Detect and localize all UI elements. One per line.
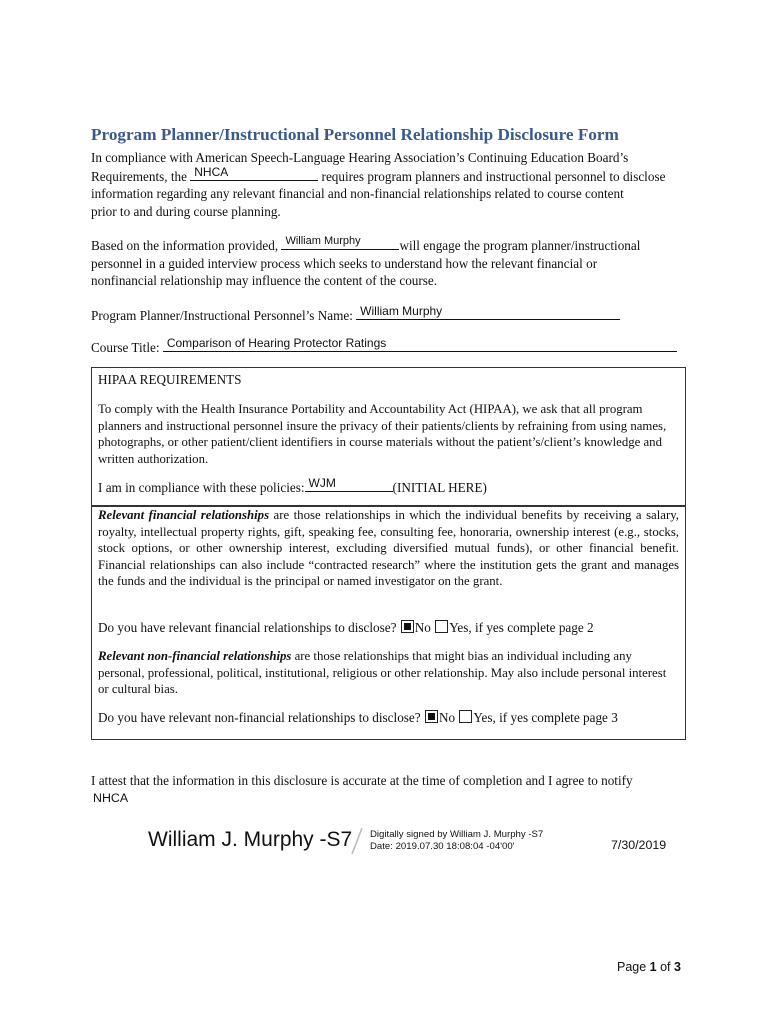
financial-no-checkbox[interactable]: [401, 620, 414, 633]
nonfinancial-yes-checkbox[interactable]: [459, 710, 472, 723]
hipaa-section: [91, 367, 686, 507]
financial-yes-checkbox[interactable]: [435, 620, 448, 633]
interviewer-name-field[interactable]: William Murphy: [281, 236, 399, 250]
nonfinancial-question-row: Do you have relevant non-financial relationships to disclose? No Yes, if yes complete page 3: [98, 710, 618, 725]
personnel-name-field[interactable]: William Murphy: [356, 306, 620, 320]
nonfinancial-definition: Relevant non-financial relationships are those relationships that might bias an individual including any personal, professional, political, institutional, religious or other relationship. May also include personal interest or cultural bias.: [98, 649, 667, 697]
digital-signature-details: [370, 829, 543, 853]
relationships-section: [91, 505, 686, 740]
signature-name[interactable]: William J. Murphy -S7: [148, 828, 353, 851]
course-title-field[interactable]: Comparison of Hearing Protector Ratings: [163, 338, 677, 352]
intro-line-3: information regarding any relevant financial and non-financial relationships related to course content: [91, 186, 624, 201]
intro-line-1: In compliance with American Speech-Language Hearing Association’s Continuing Education Board’s: [91, 150, 629, 165]
signature-date[interactable]: 7/30/2019: [611, 838, 667, 852]
signature-divider-icon: [350, 826, 364, 856]
page-number: Page 1 of 3: [617, 960, 681, 974]
financial-yes-label: Yes, if yes complete page 2: [449, 620, 594, 635]
intro-paragraph: [91, 149, 691, 220]
financial-question-row: Do you have relevant financial relationships to disclose? No Yes, if yes complete page 2: [98, 620, 594, 635]
intro-line-2: Requirements, the NHCA requires program planners and instructional personnel to disclose: [91, 164, 666, 184]
interview-line-2: personnel in a guided interview process which seeks to understand how the relevant financial or: [91, 255, 598, 271]
nonfinancial-no-checkbox[interactable]: [425, 710, 438, 723]
financial-definition: Relevant financial relationships are those relationships in which the individual benefits by receiving a salary, royalty, intellectual property rights, gift, speaking fee, consulting fee, honoraria, ownership interest (e.g., stocks, stock options, or other ownership interest, excluding diversified mutual funds), or other financial benefit. Financial relationships can also include “contracted research” where the institution gets the grant and manages the funds and the individual is the principal or named investigator on the grant.: [98, 508, 679, 589]
nonfinancial-yes-label: Yes, if yes complete page 3: [473, 710, 618, 725]
initials-field[interactable]: WJM: [305, 478, 393, 492]
organization-field[interactable]: NHCA: [190, 167, 318, 181]
nonfinancial-no-label: No: [438, 710, 456, 725]
digital-signature-line-1: Digitally signed by William J. Murphy -S7: [370, 829, 544, 840]
digital-signature-line-2: Date: 2019.07.30 18:08:04 -04'00': [370, 841, 515, 852]
interview-line-3: nonfinancial relationship may influence the content of the course.: [91, 273, 438, 288]
hipaa-compliance-row: I am in compliance with these policies: WJM (INITIAL HERE): [98, 476, 487, 495]
financial-term: Relevant financial relationships: [98, 508, 270, 522]
financial-no-label: No: [414, 620, 431, 635]
interview-paragraph: [91, 236, 691, 290]
hipaa-body: To comply with the Health Insurance Portability and Accountability Act (HIPAA), we ask that all program planners and instructional personnel insure the privacy of their patients/clients by refraining from using names, photographs, or other patient/client identifiers in course materials without the patient’s/client’s knowledge and written authorization.: [98, 402, 667, 466]
intro-line-4: prior to and during course planning.: [91, 203, 281, 219]
attestation-text: I attest that the information in this disclosure is accurate at the time of completion and I agree to notify: [91, 773, 633, 788]
course-title-row: Course Title: Comparison of Hearing Protector Ratings: [91, 338, 691, 357]
form-title: Program Planner/Instructional Personnel Relationship Disclosure Form: [91, 125, 619, 144]
interview-line-1: Based on the information provided, William Murphy will engage the program planner/instructional: [91, 235, 641, 253]
hipaa-heading: HIPAA REQUIREMENTS: [98, 372, 242, 387]
attestation-organization[interactable]: NHCA: [93, 791, 129, 805]
nonfinancial-term: Relevant non-financial relationships: [98, 649, 292, 663]
personnel-name-row: Program Planner/Instructional Personnel’s Name: William Murphy: [91, 306, 691, 325]
